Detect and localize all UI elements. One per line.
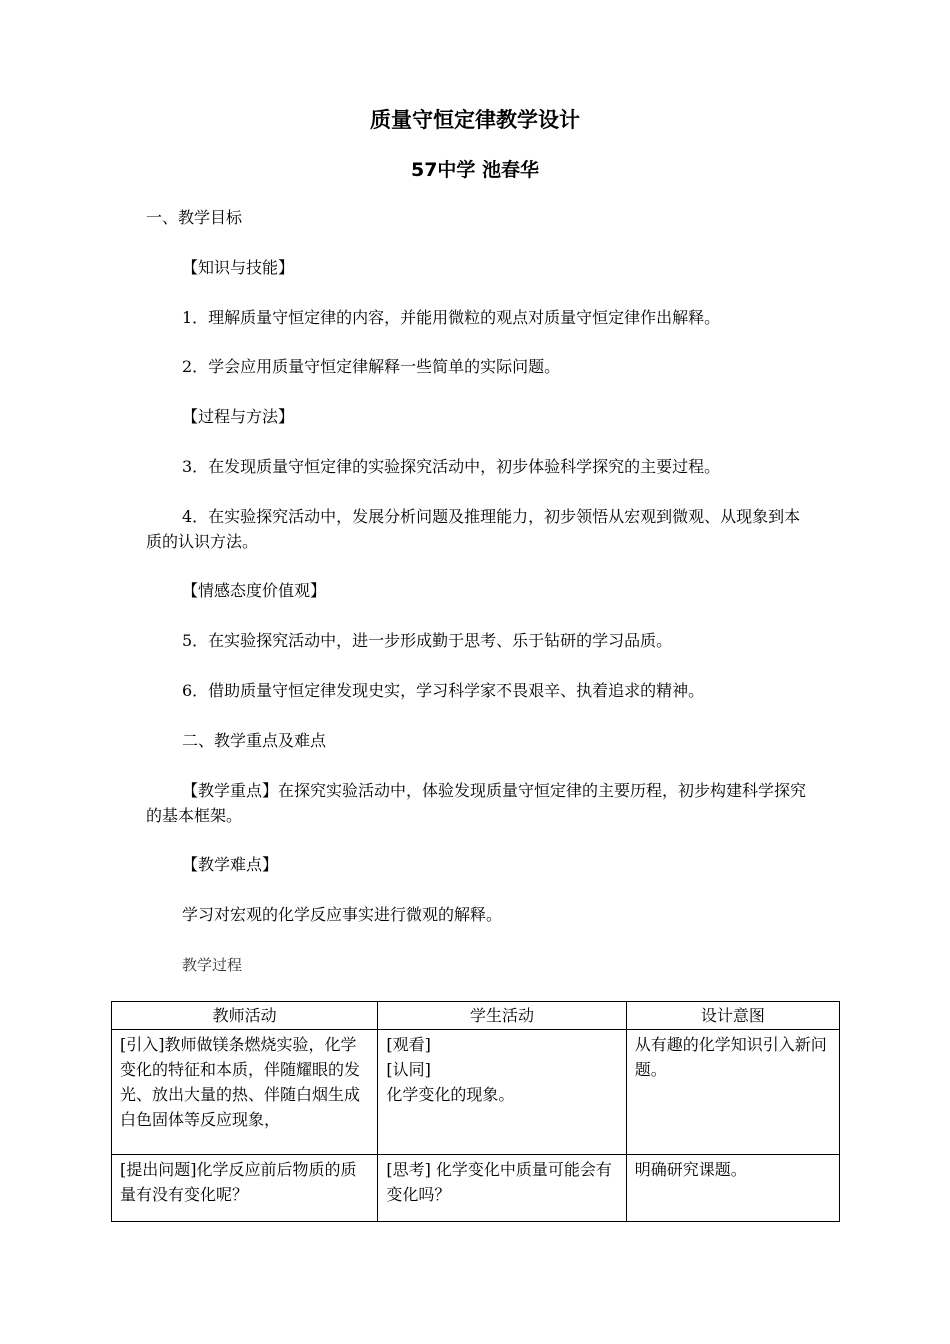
design-intent-cell: 从有趣的化学知识引入新问题。 (626, 1030, 839, 1155)
header-teacher-activity: 教师活动 (112, 1002, 378, 1030)
process-heading: 【过程与方法】 (182, 407, 295, 426)
table-header-row (112, 1002, 840, 1030)
teaching-process-table (111, 1001, 840, 1222)
student-activity-line: [认同] (386, 1060, 431, 1079)
header-student-activity: 学生活动 (378, 1002, 626, 1030)
student-activity-cell (378, 1030, 626, 1155)
teacher-activity-cell: [提出问题]化学反应前后物质的质量有没有变化呢？ (112, 1155, 378, 1222)
goal-item-1: 1．理解质量守恒定律的内容，并能用微粒的观点对质量守恒定律作出解释。 (182, 308, 721, 327)
author-line: 57中学 池春华 (410, 159, 540, 181)
keypoints-heading: 二、教学重点及难点 (182, 731, 327, 750)
knowledge-heading: 【知识与技能】 (182, 258, 295, 277)
student-activity-line: [观看] (386, 1035, 431, 1054)
teacher-activity-cell: [引入]教师做镁条燃烧实验，化学变化的特征和本质，伴随耀眼的发光、放出大量的热、伴随白烟生成白色固体等反应现象， (112, 1030, 378, 1155)
student-activity-cell (378, 1155, 626, 1222)
goal-item-4: 4．在实验探究活动中，发展分析问题及推理能力，初步领悟从宏观到微观、从现象到本质的认识方法。 (146, 507, 801, 551)
goal-item-3: 3．在发现质量守恒定律的实验探究活动中，初步体验科学探究的主要过程。 (182, 457, 721, 476)
difficulty-text: 学习对宏观的化学反应事实进行微观的解释。 (182, 905, 503, 924)
emotion-heading: 【情感态度价值观】 (182, 581, 327, 600)
header-design-intent: 设计意图 (626, 1002, 839, 1030)
student-activity-line: [思考] 化学变化中质量可能会有变化吗？ (386, 1160, 612, 1204)
teaching-process-label: 教学过程 (182, 956, 243, 974)
table-row (112, 1030, 840, 1155)
goals-heading: 一、教学目标 (146, 208, 243, 227)
goal-item-2: 2．学会应用质量守恒定律解释一些简单的实际问题。 (182, 357, 561, 376)
goal-item-5: 5．在实验探究活动中，进一步形成勤于思考、乐于钻研的学习品质。 (182, 631, 673, 650)
design-intent-cell: 明确研究课题。 (626, 1155, 839, 1222)
table-row (112, 1155, 840, 1222)
document-title: 质量守恒定律教学设计 (370, 108, 580, 132)
goal-item-6: 6．借助质量守恒定律发现史实，学习科学家不畏艰辛、执着追求的精神。 (182, 681, 705, 700)
difficulty-heading: 【教学难点】 (182, 855, 279, 874)
student-activity-line: 化学变化的现象。 (386, 1085, 515, 1104)
keypoint-text: 【教学重点】在探究实验活动中，体验发现质量守恒定律的主要历程，初步构建科学探究的基本框架。 (146, 781, 807, 825)
